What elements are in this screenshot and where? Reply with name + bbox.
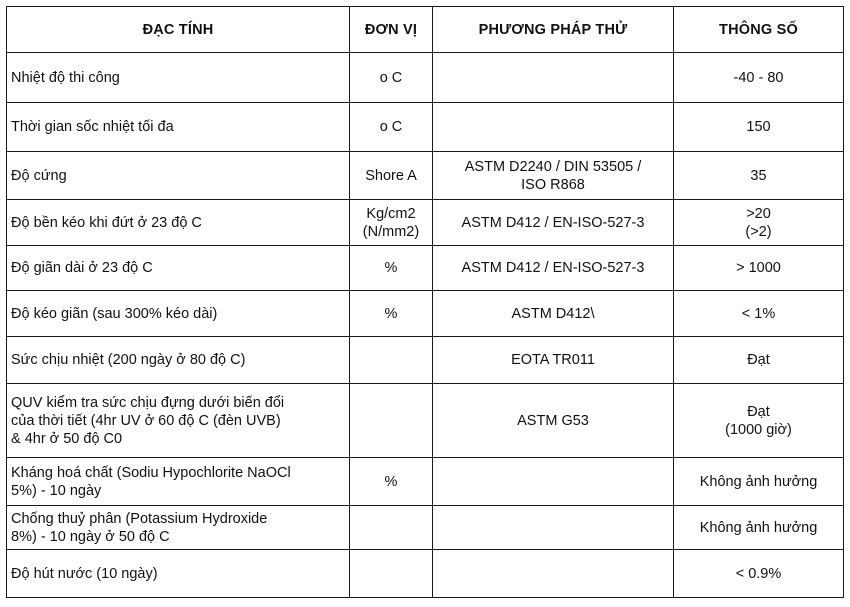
cell-value-line: >20 [746,205,771,222]
cell-value [674,458,844,506]
cell-unit-line: Shore A [365,167,417,184]
cell-property [7,103,350,152]
cell-value-line: 35 [750,167,767,184]
cell-unit [350,337,433,384]
cell-value-line: < 1% [741,305,776,322]
cell-property [7,53,350,103]
cell-property [7,337,350,384]
cell-property-line: Độ kéo giãn (sau 300% kéo dài) [11,305,218,322]
cell-method-line: ASTM D2240 / DIN 53505 / [464,158,642,175]
cell-property-line: Độ cứng [11,167,67,184]
cell-method [433,384,674,458]
cell-property [7,384,350,458]
cell-value-line: 150 [746,119,771,135]
cell-value-line: Đạt [747,352,770,368]
cell-value [674,506,844,550]
cell-unit [350,506,433,550]
cell-unit-line: (N/mm2) [362,223,420,240]
cell-property [7,291,350,337]
cell-method-line: ISO R868 [521,176,585,193]
cell-value-line: < 0.9% [735,565,782,582]
cell-value-line: -40 - 80 [733,69,784,86]
cell-property-line: Chống thuỷ phân (Potassium Hydroxide [11,510,268,527]
cell-value-line: > 1000 [736,260,781,276]
table-row [7,458,844,506]
cell-value [674,246,844,291]
cell-unit [350,103,433,152]
cell-value [674,337,844,384]
cell-property-line: 5%) - 10 ngày [11,482,102,499]
cell-value [674,152,844,200]
cell-property [7,152,350,200]
table-row [7,291,844,337]
table-row [7,246,844,291]
cell-value [674,103,844,152]
cell-property-line: Sức chịu nhiệt (200 ngày ở 80 độ C) [11,352,246,368]
cell-method [433,200,674,246]
cell-unit-line: % [384,260,398,276]
cell-property [7,246,350,291]
cell-property-line: & 4hr ở 50 độ C0 [11,430,123,447]
cell-unit [350,291,433,337]
spec-table [6,6,844,598]
cell-property [7,458,350,506]
table-row [7,53,844,103]
cell-method [433,152,674,200]
cell-property-line: Độ giãn dài ở 23 độ C [11,260,153,276]
cell-value [674,291,844,337]
cell-unit-line: o C [379,69,403,86]
header-row [7,7,844,53]
cell-method [433,337,674,384]
cell-property [7,200,350,246]
table-body [7,53,844,598]
cell-property [7,506,350,550]
cell-property-line: Nhiệt độ thi công [11,69,120,86]
cell-value-line: (1000 giờ) [725,421,792,438]
cell-unit [350,200,433,246]
table-row [7,337,844,384]
cell-unit [350,384,433,458]
cell-unit [350,53,433,103]
cell-unit [350,152,433,200]
cell-unit-line: % [384,305,398,322]
header-property: ĐẠC TÍNH [7,7,350,53]
cell-method-line: ASTM G53 [517,412,589,429]
cell-value-line: (>2) [745,223,772,240]
cell-property-line: của thời tiết (4hr UV ở 60 độ C (đèn UVB) [11,412,281,429]
spec-table-container [6,6,844,598]
cell-method-line: ASTM D412\ [511,305,595,322]
cell-property [7,550,350,598]
cell-property-line: Thời gian sốc nhiệt tối đa [11,119,174,135]
cell-value-line: Không ảnh hưởng [699,473,818,490]
cell-property-line: Kháng hoá chất (Sodiu Hypochlorite NaOCl [11,464,291,481]
cell-method [433,458,674,506]
cell-value-line: Đạt [747,403,770,420]
table-row [7,152,844,200]
table-row [7,103,844,152]
cell-unit [350,246,433,291]
cell-value-line: Không ảnh hưởng [699,519,818,536]
cell-method-line: EOTA TR011 [511,352,595,368]
table-row [7,550,844,598]
header-value: THÔNG SỐ [674,7,844,53]
cell-method-line: ASTM D412 / EN-ISO-527-3 [461,214,645,231]
cell-value [674,550,844,598]
cell-method [433,550,674,598]
cell-method-line: ASTM D412 / EN-ISO-527-3 [461,260,645,276]
cell-method [433,53,674,103]
header-method: PHƯƠNG PHÁP THỬ [433,7,674,53]
cell-method [433,291,674,337]
cell-value [674,200,844,246]
cell-property-line: Độ bền kéo khi đứt ở 23 độ C [11,214,202,231]
cell-method [433,103,674,152]
cell-unit [350,458,433,506]
cell-property-line: QUV kiểm tra sức chịu đựng dưới biến đổi [11,394,285,411]
cell-value [674,53,844,103]
cell-unit-line: o C [379,119,403,135]
table-row [7,200,844,246]
cell-unit-line: % [384,473,398,490]
cell-unit [350,550,433,598]
cell-value [674,384,844,458]
cell-unit-line: Kg/cm2 [366,205,416,222]
cell-method [433,506,674,550]
cell-method [433,246,674,291]
table-row [7,506,844,550]
cell-property-line: 8%) - 10 ngày ở 50 độ C [11,528,170,545]
header-unit: ĐƠN VỊ [350,7,433,53]
cell-property-line: Độ hút nước (10 ngày) [11,565,158,582]
table-row [7,384,844,458]
